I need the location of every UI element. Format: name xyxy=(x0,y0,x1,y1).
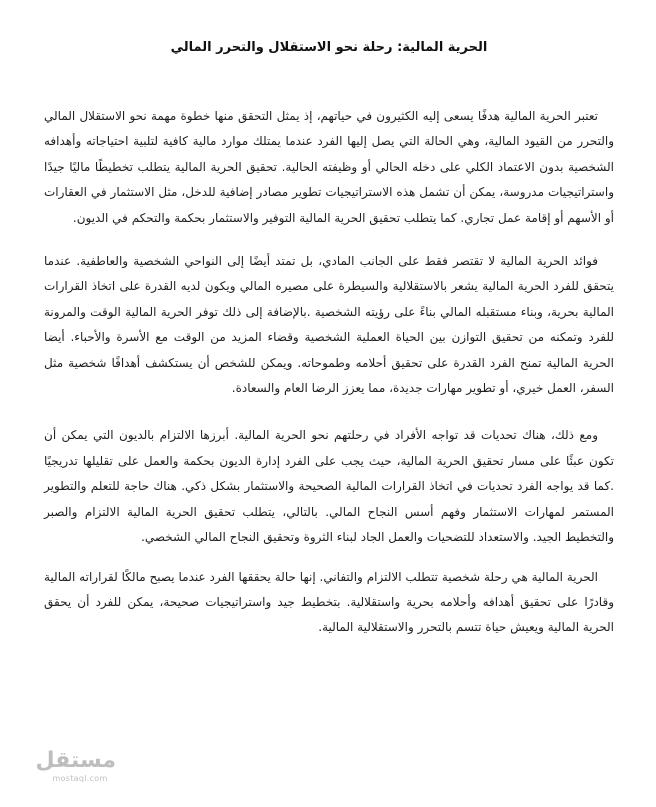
paragraph-conclusion: الحرية المالية هي رحلة شخصية تتطلب الالتزام والتفاني. إنها حالة يحققها الفرد عندما يصبح مالكًا لقراراته المالية وقادرًا على تحقيق أهدافه وأحلامه بحرية واستقلالية. بتخطيط جيد واستراتيجيات صحيحة، يمكن للفرد أن يحقق الحرية المالية ويعيش حياة تتسم بالتحرر والاستقلالية المالية. xyxy=(44,569,614,635)
paragraph-benefits: فوائد الحرية المالية لا تقتصر فقط على الجانب المادي، بل تمتد أيضًا إلى النواحي الشخصية والعاطفية. عندما يتحقق للفرد الحرية المالية يشعر بالاستقلالية والسيطرة على مصيره المالي ويكون لديه القدرة على اتخاذ القرارات المالية بحرية، وبناء مستقبله المالي بناءً على رؤيته الشخصية .بالإضافة إلى ذلك توفر الحرية المالية الوقت والمرونة للفرد وتمكنه من تحقيق التوازن بين الحياة العملية الشخصية وقضاء المزيد من الوقت مع الأسرة والأحباء. أيضا الحرية المالية تمنح الفرد القدرة على تحقيق أحلامه وطموحاته. ويمكن للشخص أن يستكشف أهدافًا شخصية مثل السفر، العمل خيري، أو تطوير مهارات جديدة، مما يعزز الرضا العام والسعادة. xyxy=(44,254,614,396)
watermark-word: مستقل xyxy=(35,748,116,773)
document-body xyxy=(44,104,614,641)
watermark-domain: mostaql.com xyxy=(52,774,108,783)
document-title: الحرية المالية: رحلة نحو الاستقلال والتحرر المالي xyxy=(170,40,488,55)
mostaql-watermark-logo xyxy=(35,748,116,784)
paragraph-challenges: ومع ذلك، هناك تحديات قد تواجه الأفراد في رحلتهم نحو الحرية المالية. أبرزها الالتزام بالديون التي يمكن أن تكون عبئًا على مسار تحقيق الحرية المالية، حيث يجب على الفرد إدارة الديون بحكمة والعمل على تقليلها تدريجيًا .كما قد يواجه الفرد تحديات في اتخاذ القرارات المالية الصحيحة والاستثمار بشكل ذكي. هناك حاجة للتعلم والتطوير المستمر لمهارات الاستثمار وفهم أسس النجاح المالي. بالتالي، يتطلب تحقيق الحرية المالية الالتزام والصبر والتخطيط الجيد. والاستعداد للتضحيات والعمل الجاد لبناء الثروة وتحقيق النجاح المالي الشخصي. xyxy=(44,428,614,545)
paragraph-intro: تعتبر الحرية المالية هدفًا يسعى إليه الكثيرون في حياتهم، إذ يمثل التحقق منها خطوة مهمة نحو الاستقلال المالي والتحرر من القيود المالية، وهي الحالة التي يصل إليها الفرد عندما يمتلك موارد مالية كافية لتلبية احتياجاته وأهدافه الشخصية بدون الاعتماد الكلي على دخله الحالي أو وظيفته الحالية. تحقيق الحرية المالية يتطلب تخطيطًا ماليًا جيدًا واستراتيجيات مدروسة، يمكن أن تشمل هذه الاستراتيجيات تطوير مصادر إضافية للدخل، مثل الاستثمار في العقارات أو الأسهم أو إقامة عمل تجاري. كما يتطلب تحقيق الحرية المالية التوفير والاستثمار بحكمة والتحكم في الديون. xyxy=(44,109,614,225)
